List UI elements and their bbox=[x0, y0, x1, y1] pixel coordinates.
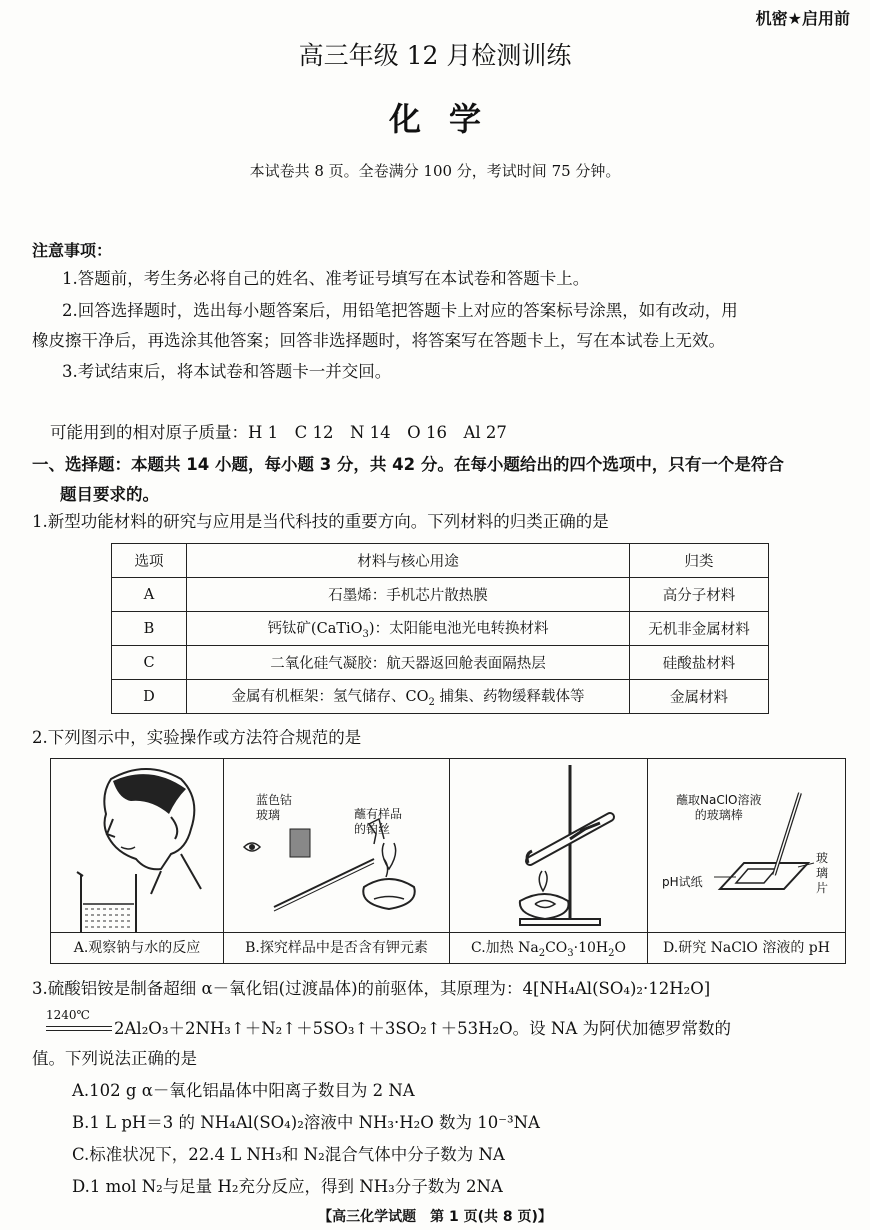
q2-stem: 2.下列图示中，实验操作或方法符合规范的是 bbox=[32, 728, 362, 747]
note-2: 2.回答选择题时，选出每小题答案后，用铅笔把答题卡上对应的答案标号涂黑，如有改动，用 bbox=[62, 301, 738, 320]
class-cell: 金属材料 bbox=[630, 680, 769, 714]
q1-table bbox=[111, 543, 769, 714]
note-3: 3.考试结束后，将本试卷和答题卡一并交回。 bbox=[62, 362, 392, 381]
q3-option-a: A.102 g α－氧化铝晶体中阳离子数目为 2 NA bbox=[72, 1081, 415, 1100]
q3-arrow-line bbox=[46, 1026, 112, 1027]
caption-a: A.观察钠与水的反应 bbox=[51, 932, 223, 963]
glass-rod-label: 蘸取NaClO溶液 的玻璃棒 bbox=[676, 793, 762, 822]
figure-d bbox=[648, 759, 845, 963]
table-header-row bbox=[112, 544, 769, 578]
class-cell: 无机非金属材料 bbox=[630, 612, 769, 646]
q3-option-b: B.1 L pH＝3 的 NH₄Al(SO₄)₂溶液中 NH₃·H₂O 数为 10⁻³NA bbox=[72, 1113, 540, 1132]
note-1: 1.答题前，考生务必将自己的姓名、准考证号填写在本试卷和答题卡上。 bbox=[62, 269, 590, 288]
confidential-mark: 机密★启用前 bbox=[755, 9, 850, 28]
option-cell: D bbox=[112, 680, 187, 714]
q3-stem-line3: 值。下列说法正确的是 bbox=[32, 1049, 197, 1068]
face-over-beaker-illustration bbox=[51, 759, 223, 933]
q3-option-d: D.1 mol N₂与足量 H₂充分反应，得到 NH₃分子数为 2NA bbox=[72, 1177, 503, 1196]
glass-plate-label: 玻 璃 片 bbox=[816, 851, 829, 895]
atomic-masses: 可能用到的相对原子质量：H 1 C 12 N 14 O 16 Al 27 bbox=[50, 423, 507, 442]
q1-stem: 1.新型功能材料的研究与应用是当代科技的重要方向。下列材料的归类正确的是 bbox=[32, 512, 609, 531]
material-cell: 金属有机框架：氢气储存、$CO_2$ 捕集、药物缓释载体等 bbox=[187, 680, 630, 714]
table-row bbox=[112, 612, 769, 646]
note-2-cont: 橡皮擦干净后，再选涂其他答案；回答非选择题时，将答案写在答题卡上，写在本试卷上无效。 bbox=[32, 331, 725, 350]
material-cell: 石墨烯：手机芯片散热膜 bbox=[187, 578, 630, 612]
table-header: 选项 bbox=[112, 544, 187, 578]
subject-title: 化学 bbox=[388, 100, 509, 138]
notes-heading: 注意事项： bbox=[32, 241, 113, 260]
caption-c: C.加热 $Na_2CO_3\cdot 10H_2O$ bbox=[450, 932, 647, 963]
q3-stem-line2: 2Al₂O₃＋2NH₃↑＋N₂↑＋5SO₃↑＋3SO₂↑＋53H₂O。设 NA 为阿伏加德罗常数的 bbox=[114, 1019, 731, 1038]
option-cell: A bbox=[112, 578, 187, 612]
class-cell: 高分子材料 bbox=[630, 578, 769, 612]
caption-b: B.探究样品中是否含有钾元素 bbox=[224, 932, 449, 963]
table-row bbox=[112, 680, 769, 714]
figure-b bbox=[224, 759, 450, 963]
material-cell: 二氧化硅气凝胶：航天器返回舱表面隔热层 bbox=[187, 646, 630, 680]
q3-stem-line1: 3.硫酸铝铵是制备超细 α－氧化铝(过渡晶体)的前驱体，其原理为：4[NH₄Al(SO₄)₂·12H₂O] bbox=[32, 979, 711, 998]
q2-figure-panel bbox=[50, 758, 846, 964]
table-header: 材料与核心用途 bbox=[187, 544, 630, 578]
caption-d: D.研究 NaClO 溶液的 pH bbox=[648, 932, 845, 963]
platinum-wire-label: 蘸有样品 的铂丝 bbox=[354, 807, 403, 836]
q3-arrow-line bbox=[46, 1030, 112, 1031]
figure-c bbox=[450, 759, 648, 963]
ph-paper-label: pH试纸 bbox=[662, 875, 703, 889]
exam-info: 本试卷共 8 页。全卷满分 100 分，考试时间 75 分钟。 bbox=[249, 162, 621, 180]
q3-option-c: C.标准状况下，22.4 L NH₃和 N₂混合气体中分子数为 NA bbox=[72, 1145, 505, 1164]
table-row bbox=[112, 578, 769, 612]
flame-test-illustration bbox=[224, 759, 448, 933]
page-footer: 【高三化学试题 第 1 页(共 8 页)】 bbox=[318, 1209, 552, 1225]
material-cell: 钙钛矿(CaTiO$_3$)：太阳能电池光电转换材料 bbox=[187, 612, 630, 646]
heating-test-tube-illustration bbox=[450, 759, 646, 933]
figure-a bbox=[51, 759, 224, 963]
table-row bbox=[112, 646, 769, 680]
exam-title: 高三年级 12 月检测训练 bbox=[298, 41, 572, 70]
ph-test-illustration bbox=[648, 759, 844, 933]
class-cell: 硅酸盐材料 bbox=[630, 646, 769, 680]
cobalt-glass-label: 蓝色钴 玻璃 bbox=[256, 793, 293, 822]
q3-condition: 1240℃ bbox=[46, 1008, 90, 1022]
section-heading: 一、选择题：本题共 14 小题，每小题 3 分，共 42 分。在每小题给出的四个选项中，只有一个是符合 题目要求的。 bbox=[32, 455, 784, 504]
table-header: 归类 bbox=[630, 544, 769, 578]
option-cell: B bbox=[112, 612, 187, 646]
option-cell: C bbox=[112, 646, 187, 680]
